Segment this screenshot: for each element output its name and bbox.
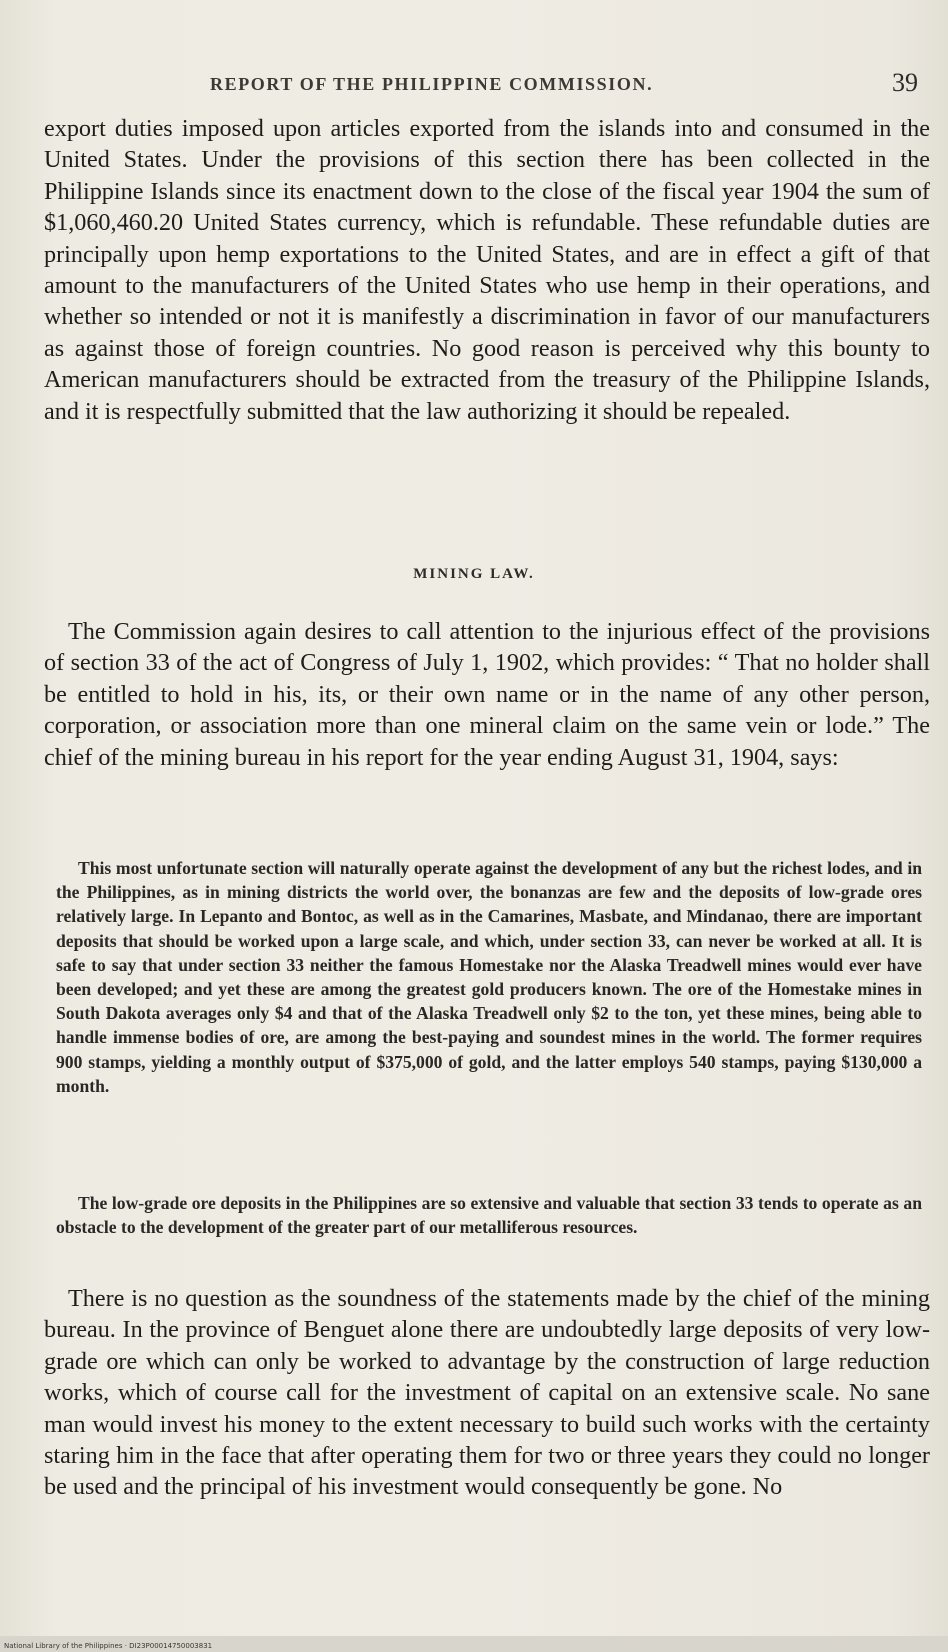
block-quote-low-grade-deposits: The low-grade ore deposits in the Philippines are so extensive and valuable that section 33 tends to operate as an obstacle to the development of the greater part of our metalliferous resources. (56, 1193, 922, 1238)
paragraph-benguet-deposits: There is no question as the soundness of the statements made by the chief of the mining bureau. In the province of Benguet alone there are undoubtedly large deposits of very low-grade ore which can only be worked to advantage by the construction of large reduction works, which of course call for the investment of capital on an extensive scale. No sane man would invest his money to the extent necessary to build such works with the certainty staring him in the face that after operating them for two or three years they could no longer be used and the principal of his investment would consequently be gone. No (44, 1285, 930, 1501)
block-quote-mining-bureau: This most unfortunate section will naturally operate against the development of any but the richest lodes, and in the Philippines, as in mining districts the world over, the bonanzas are few and the deposits of low-grade ores relatively large. In Lepanto and Bontoc, as well as in the Camarines, Masbate, and Mindanao, there are important deposits that should be worked upon a large scale, and which, under section 33, can never be worked at all. It is safe to say that under section 33 neither the famous Homestake nor the Alaska Treadwell mines would ever have been developed; and yet these are among the greatest gold producers known. The ore of the Homestake mines in South Dakota averages only $4 and that of the Alaska Treadwell only $2 to the ton, yet these mines, being able to handle immense bodies of ore, are among the best-paying and soundest mines in the world. The former requires 900 stamps, yielding a monthly output of $375,000 of gold, and the latter employs 540 stamps, paying $130,000 a month. (56, 858, 922, 1096)
section-heading-mining-law: MINING LAW. (413, 566, 535, 582)
page-header (40, 68, 920, 102)
page-number: 39 (892, 68, 918, 97)
scan-footer-text: National Library of the Philippines · DI23P00014750003831 (4, 1642, 213, 1650)
scan-footer (0, 1636, 948, 1652)
paragraph-export-duties: export duties imposed upon articles exported from the islands into and consumed in the United States. Under the provisions of this section there has been collected in the Philippine Islands since its enactment down to the close of the fiscal year 1904 the sum of $1,060,460.20 United States currency, which is refundable. These refundable duties are principally upon hemp exportations to the United States, and are in effect a gift of that amount to the manufacturers of the United States who use hemp in their operations, and whether so intended or not it is manifestly a discrimination in favor of our manufacturers as against those of foreign countries. No good reason is perceived why this bounty to American manufacturers should be extracted from the treasury of the Philippine Islands, and it is respectfully submitted that the law authorizing it should be repealed. (44, 115, 930, 425)
paragraph-commission-mining: The Commission again desires to call attention to the injurious effect of the provisions of section 33 of the act of Congress of July 1, 1902, which provides: “ That no holder shall be entitled to hold in his, its, or their own name or in the name of any other person, corporation, or association more than one mineral claim on the same vein or lode.” The chief of the mining bureau in his report for the year ending August 31, 1904, says: (44, 618, 930, 771)
running-head: REPORT OF THE PHILIPPINE COMMISSION. (210, 74, 654, 94)
